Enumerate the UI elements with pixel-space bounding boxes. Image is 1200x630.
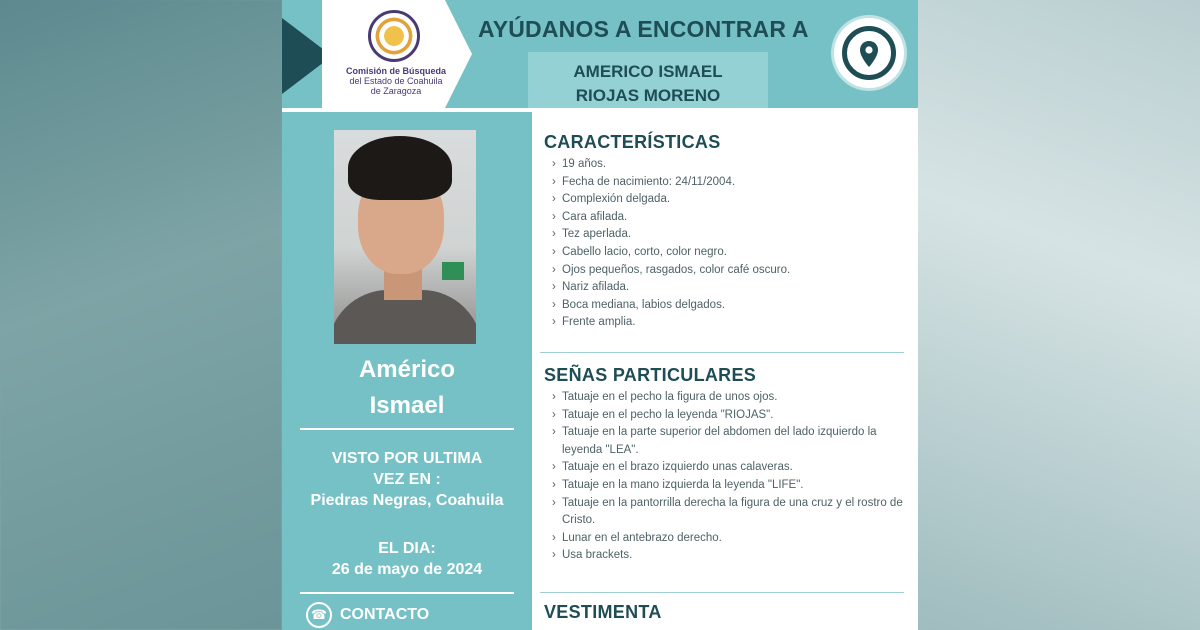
last-seen-block	[282, 448, 532, 511]
person-name	[282, 352, 532, 424]
right-column	[540, 112, 912, 630]
section-divider	[540, 592, 904, 593]
caracteristicas-title: CARACTERÍSTICAS	[544, 132, 721, 152]
contact-label: CONTACTO	[340, 606, 430, 623]
commission-seal-icon	[368, 10, 420, 62]
vestimenta-title: VESTIMENTA	[544, 602, 662, 622]
caracteristicas-list	[552, 156, 904, 332]
logo-line-3: de Zaragoza	[370, 86, 422, 96]
section-divider	[540, 352, 904, 353]
person-second-name: Ismael	[369, 392, 445, 419]
list-item: › Nariz afilada.	[552, 279, 904, 297]
last-seen-date-block	[282, 538, 532, 580]
list-item: › Tatuaje en la parte superior del abdomen del lado izquierdo la leyenda "LEA".	[552, 424, 904, 459]
location-badge	[834, 18, 904, 88]
list-item: › Frente amplia.	[552, 314, 904, 332]
person-photo	[334, 130, 476, 344]
date-label: EL DIA:	[378, 540, 436, 557]
last-seen-date: 26 de mayo de 2024	[331, 561, 483, 578]
divider	[300, 428, 514, 430]
left-column	[282, 112, 532, 630]
list-item: › Usa brackets.	[552, 547, 904, 565]
list-item: › Tatuaje en el pecho la figura de unos ojos.	[552, 389, 904, 407]
map-pin-icon	[859, 40, 879, 68]
phone-icon: ☎	[306, 602, 332, 628]
list-item: › Tatuaje en el pecho la leyenda "RIOJAS".	[552, 407, 904, 425]
last-seen-place: Piedras Negras, Coahuila	[310, 492, 504, 509]
person-first-name: Américo	[358, 356, 456, 383]
list-item: › Boca mediana, labios delgados.	[552, 297, 904, 315]
full-name-line-2: RIOJAS MORENO	[575, 86, 721, 105]
missing-person-poster	[282, 0, 918, 630]
background-left	[0, 0, 282, 630]
list-item: › Lunar en el antebrazo derecho.	[552, 530, 904, 548]
last-seen-label-1: VISTO POR ULTIMA	[331, 450, 483, 467]
list-item: › Fecha de nacimiento: 24/11/2004.	[552, 174, 904, 192]
last-seen-label-2: VEZ EN :	[373, 471, 441, 488]
logo-line-1: Comisión de Búsqueda	[345, 66, 446, 76]
list-item: › Cabello lacio, corto, color negro.	[552, 244, 904, 262]
divider	[300, 592, 514, 594]
list-item: › Tatuaje en el brazo izquierdo unas calaveras.	[552, 459, 904, 477]
list-item: › Cara afilada.	[552, 209, 904, 227]
logo-line-2: del Estado de Coahuila	[349, 76, 443, 86]
full-name	[528, 60, 768, 108]
full-name-line-1: AMERICO ISMAEL	[573, 62, 723, 81]
list-item: › Ojos pequeños, rasgados, color café oscuro.	[552, 262, 904, 280]
senas-title: SEÑAS PARTICULARES	[544, 365, 757, 385]
list-item: › Complexión delgada.	[552, 191, 904, 209]
poster-header	[282, 0, 918, 108]
poster-title: AYÚDANOS A ENCONTRAR A	[478, 16, 809, 42]
list-item: › Tatuaje en la mano izquierda la leyenda "LIFE".	[552, 477, 904, 495]
senas-list	[552, 389, 904, 565]
background-right	[918, 0, 1200, 630]
list-item: › Tatuaje en la pantorrilla derecha la figura de una cruz y el rostro de Cristo.	[552, 495, 904, 530]
contact-link[interactable]	[306, 602, 506, 630]
logo-text	[326, 66, 466, 96]
list-item: › 19 años.	[552, 156, 904, 174]
list-item: › Tez aperlada.	[552, 226, 904, 244]
